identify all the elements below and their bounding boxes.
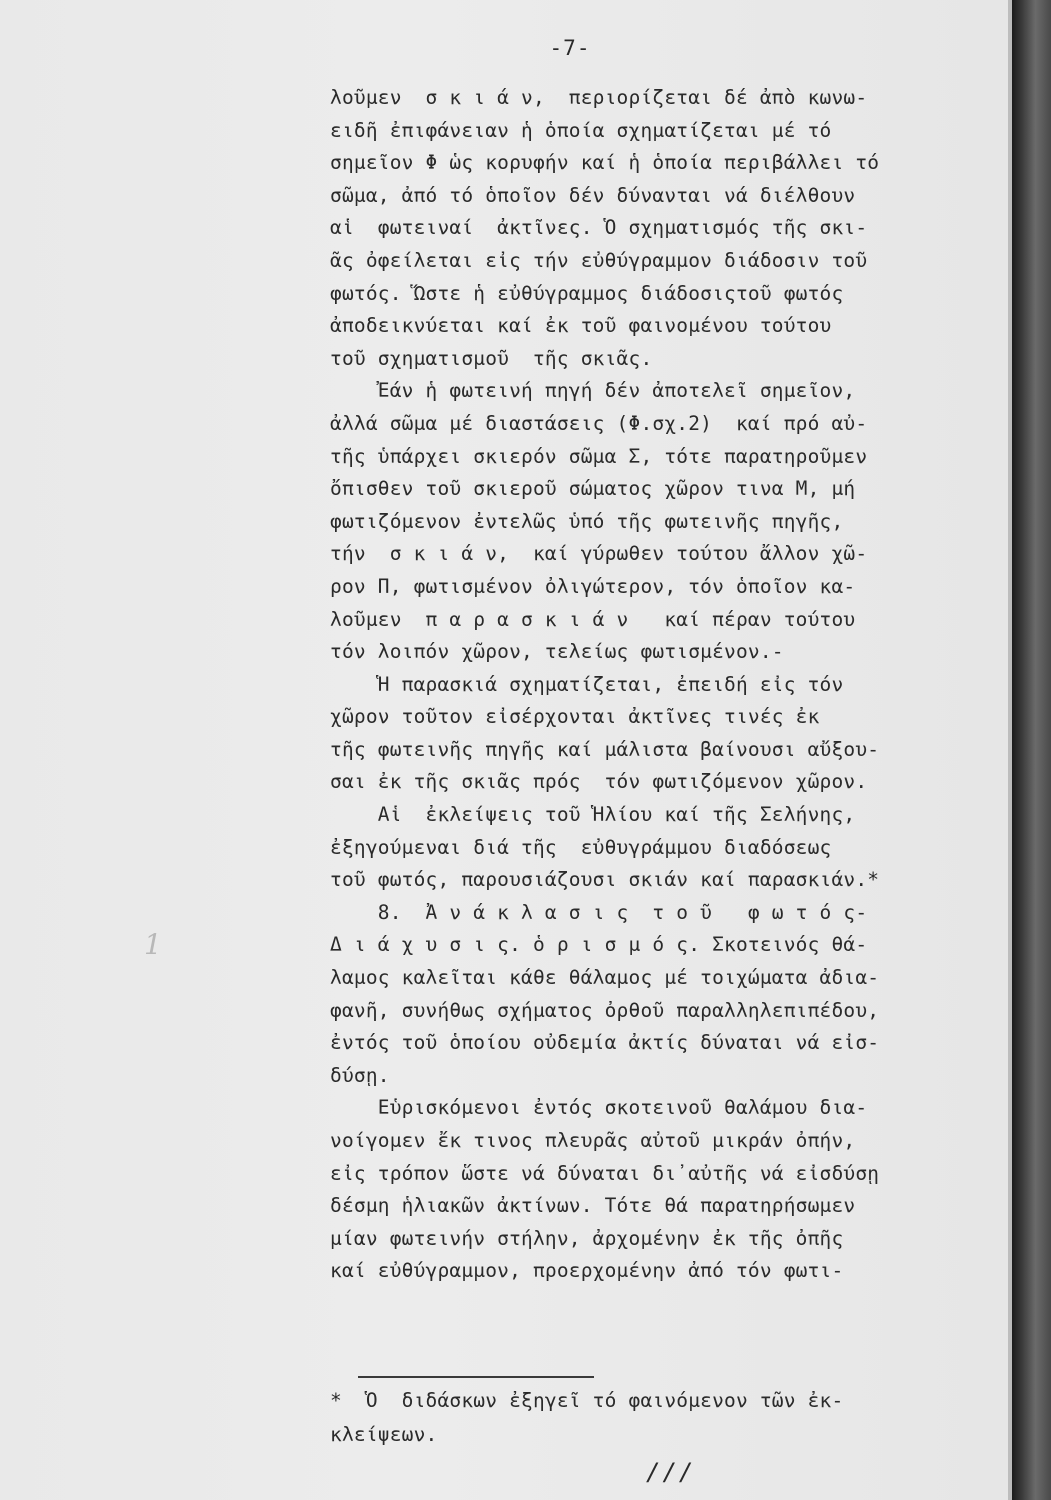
book-binding: [1012, 0, 1051, 1500]
footnote-line: * Ὁ διδάσκων ἐξηγεῖ τό φαινόμενον τῶν ἐκ-: [330, 1389, 844, 1412]
footnote-divider: [358, 1376, 594, 1378]
text-line: εἰς τρόπον ὥστε νά δύναται δι᾽αὐτῆς νά εἰσδύσῃ: [330, 1161, 880, 1185]
text-line: ἀποδεικνύεται καί ἐκ τοῦ φαινομένου τούτου: [330, 314, 832, 338]
text-line: ειδῆ ἐπιφάνειαν ἡ ὁποία σχηματίζεται μέ τό: [330, 118, 832, 142]
text-line: τήν σ κ ι ά ν, καί γύρωθεν τούτου ἄλλον χῶ-: [330, 542, 868, 566]
text-line: ἐντός τοῦ ὁποίου οὐδεμία ἀκτίς δύναται νά εἰσ-: [330, 1031, 880, 1055]
section-heading-line: 8. Ἀ ν ά κ λ α σ ι ς τ ο ῦ φ ω τ ό ς-: [330, 900, 868, 924]
text-line: σαι ἐκ τῆς σκιᾶς πρός τόν φωτιζόμενον χῶρον.: [330, 770, 868, 794]
text-line: καί εὐθύγραμμον, προερχομένην ἀπό τόν φωτι-: [330, 1259, 844, 1283]
text-line: φωτιζόμενον ἐντελῶς ὑπό τῆς φωτεινῆς πηγῆς,: [330, 509, 844, 533]
text-line: Ἡ παρασκιά σχηματίζεται, ἐπειδή εἰς τόν: [330, 672, 844, 696]
text-line: μίαν φωτεινήν στήλην, ἀρχομένην ἐκ τῆς ὀπῆς: [330, 1226, 844, 1250]
text-line: ὄπισθεν τοῦ σκιεροῦ σώματος χῶρον τινα Μ, μή: [330, 477, 856, 501]
text-line: τοῦ φωτός, παρουσιάζουσι σκιάν καί παρασκιάν.*: [330, 868, 880, 892]
text-line: Ἐάν ἡ φωτεινή πηγή δέν ἀποτελεῖ σημεῖον,: [330, 379, 856, 403]
text-line: δύσῃ.: [330, 1063, 390, 1087]
footnote-line: κλείψεων.: [330, 1423, 438, 1446]
end-mark: ///: [646, 1458, 696, 1486]
text-line: ᾶς ὀφείλεται εἰς τήν εὐθύγραμμον διάδοσιν τοῦ: [330, 248, 868, 272]
text-line: λοῦμεν π α ρ α σ κ ι ά ν καί πέραν τούτου: [330, 607, 856, 631]
text-line: τῆς φωτεινῆς πηγῆς καί μάλιστα βαίνουσι αὔξου-: [330, 737, 880, 761]
section-heading-line: Δ ι ά χ υ σ ι ς. ὁ ρ ι σ μ ό ς. Σκοτεινός θά-: [330, 933, 868, 957]
text-line: δέσμη ἡλιακῶν ἀκτίνων. Τότε θά παρατηρήσωμεν: [330, 1194, 856, 1218]
text-line: φανῆ, συνήθως σχήματος ὀρθοῦ παραλληλεπιπέδου,: [330, 998, 880, 1022]
text-line: ἐξηγούμεναι διά τῆς εὐθυγράμμου διαδόσεως: [330, 835, 832, 859]
text-line: τόν λοιπόν χῶρον, τελείως φωτισμένον.-: [330, 640, 784, 664]
text-line: φωτός. Ὥστε ἡ εὐθύγραμμος διάδοσιςτοῦ φωτός: [330, 281, 844, 305]
text-line: τοῦ σχηματισμοῦ τῆς σκιᾶς.: [330, 346, 653, 370]
text-line: Εὑρισκόμενοι ἐντός σκοτεινοῦ θαλάμου δια-: [330, 1096, 868, 1120]
text-line: Αἱ ἐκλείψεις τοῦ Ἡλίου καί τῆς Σελήνης,: [330, 803, 856, 827]
text-line: λοῦμεν σ κ ι ά ν, περιορίζεται δέ ἀπὸ κωνω-: [330, 86, 868, 109]
text-line: σῶμα, ἀπό τό ὁποῖον δέν δύνανται νά διέλθουν: [330, 183, 856, 207]
text-line: ρον Π, φωτισμένον ὀλιγώτερον, τόν ὁποῖον κα-: [330, 574, 856, 598]
page-number: -7-: [549, 36, 591, 60]
text-line: σημεῖον Φ ὡς κορυφήν καί ἡ ὁποία περιβάλλει τό: [330, 151, 880, 175]
margin-mark: 1: [144, 928, 162, 961]
text-line: χῶρον τοῦτον εἰσέρχονται ἀκτῖνες τινές ἐκ: [330, 705, 820, 729]
text-line: ἀλλά σῶμα μέ διαστάσεις (Φ.σχ.2) καί πρό αὐ-: [330, 411, 868, 435]
text-line: λαμος καλεῖται κάθε θάλαμος μέ τοιχώματα ἀδια-: [330, 966, 880, 990]
footnote: [330, 1384, 980, 1452]
text-line: νοίγομεν ἔκ τινος πλευρᾶς αὐτοῦ μικράν ὀπήν,: [330, 1129, 856, 1152]
body-text: [330, 82, 980, 1288]
text-line: τῆς ὑπάρχει σκιερόν σῶμα Σ, τότε παρατηροῦμεν: [330, 444, 868, 468]
text-line: αἱ φωτειναί ἀκτῖνες. Ὁ σχηματισμός τῆς σκι-: [330, 216, 868, 240]
